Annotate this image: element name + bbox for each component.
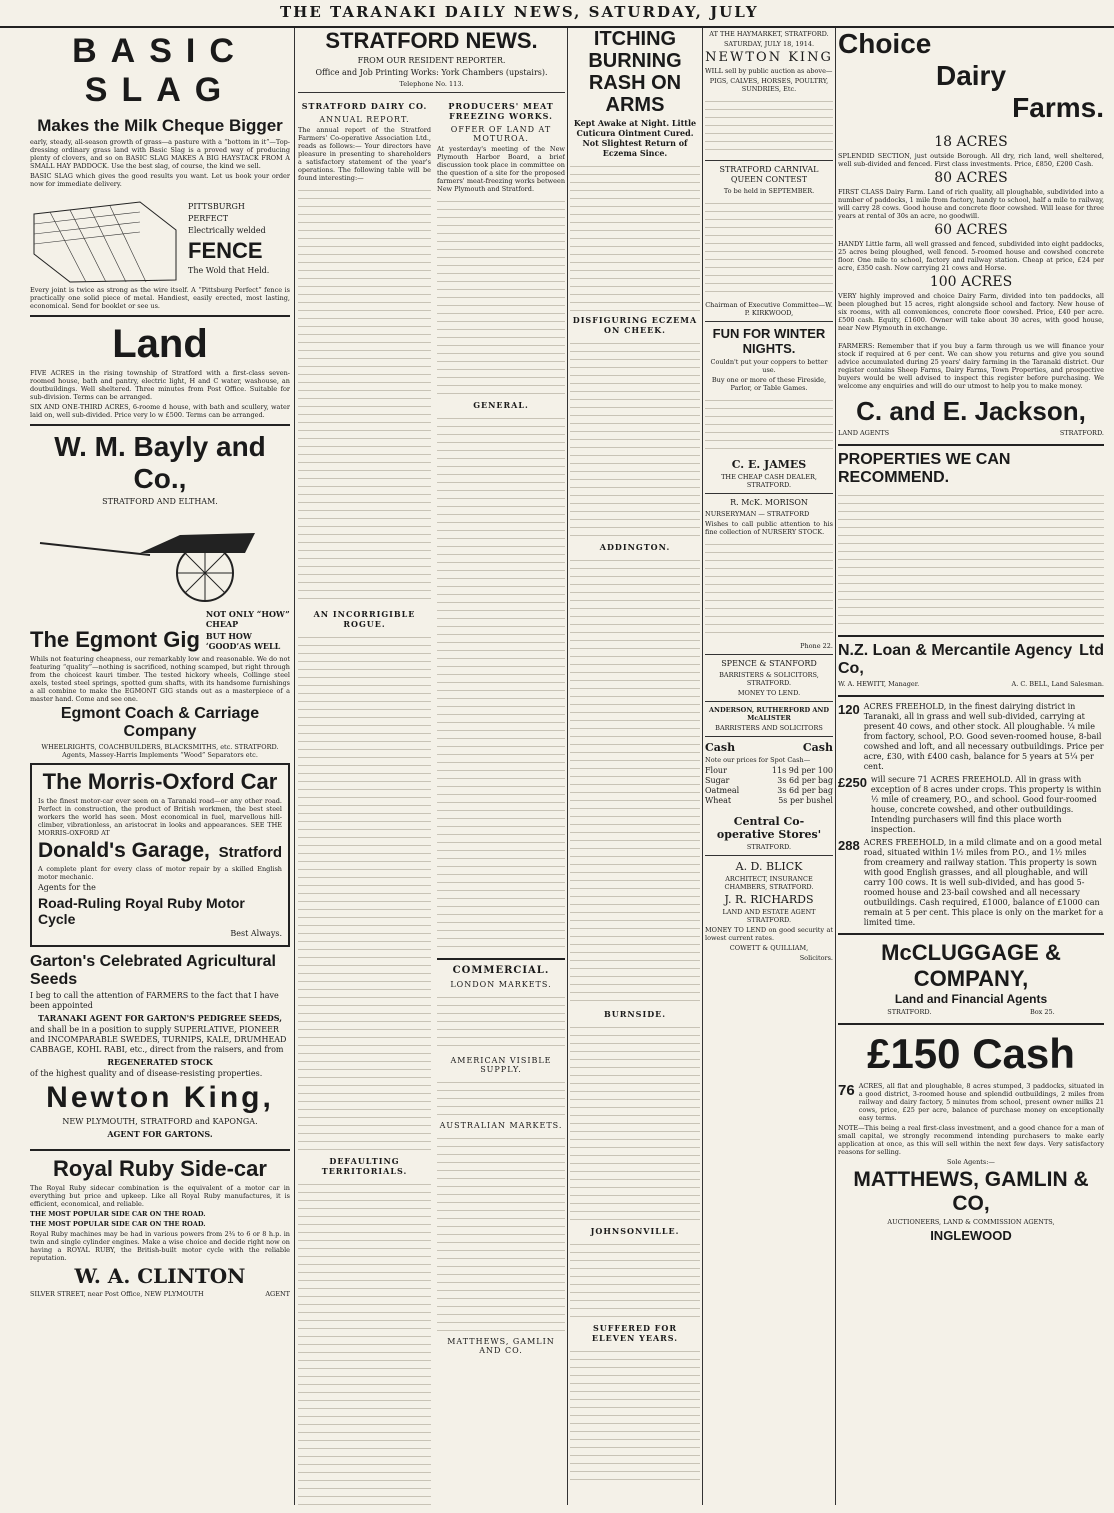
matthews-gamlin-subtitle: AUCTIONEERS, LAND & COMMISSION AGENTS,	[887, 1218, 1055, 1226]
article-body-text	[298, 632, 431, 1152]
central-stores-title: Central Co-operative Stores'	[716, 815, 822, 841]
article-body-text	[570, 1239, 700, 1319]
acres-60-heading: 60 ACRES	[934, 222, 1008, 238]
matthews-gamlin-footer: MATTHEWS, GAMLIN AND CO.	[447, 1337, 555, 1355]
price-250-text: will secure 71 ACRES FREEHOLD. All in grass with exception of 8 acres under crops. This property is within ½ mile of creamery, P.O., and school. Good four-roomed house, concrete cowshed, and other outbuildings. Intending purchasers will find this place worth inspection.	[870, 775, 1102, 834]
stratford-news-subtitle: FROM OUR RESIDENT REPORTER.	[357, 56, 506, 65]
basic-slag-text: early, steady, all-season growth of grass—a pasture with a “bottom in it”—Top-dressing ordinary grass land with Basic Slag is a proved way of producing plenty of clovers, and so on BASIC SLAG MAKES A BIG HAYSTACK FROM A SMALL HAY PADDOCK. Use the best slag, of course, the kind we sell.	[30, 138, 290, 170]
cash-150-title: £150 Cash	[867, 1030, 1075, 1077]
dairy-report-text: The annual report of the Stratford Farmers' Co-operative Association Ltd., reads as follows:— Your directors have pleasure in presenting to shareholders a satisfactory statement of the year's operations. The following table will be found interesting:—	[298, 126, 431, 182]
fence-title: FENCE	[188, 238, 263, 263]
fun-winter-list	[705, 395, 833, 455]
article-body-text	[570, 1346, 700, 1486]
donald-agents-label: Agents for the	[38, 883, 96, 892]
cowett-quilliam: COWETT & QUILLIAM,	[729, 944, 809, 952]
price-row: Oatmeal 3s 6d per bag	[705, 786, 833, 795]
column-rule	[294, 28, 295, 1505]
addington-heading: ADDINGTON.	[599, 542, 671, 552]
cash-text: Note our prices for Spot Cash—	[705, 756, 811, 764]
garton-text-3: of the highest quality and of disease-resisting properties.	[30, 1069, 263, 1078]
freezing-works-heading: PRODUCERS' MEAT FREEZING WORKS.	[448, 101, 554, 121]
column-rule	[567, 28, 568, 1505]
properties-title: PROPERTIES WE CAN RECOMMEND.	[838, 451, 1011, 486]
jackson-land-agents: LAND AGENTS	[838, 429, 890, 437]
clinton-agent: AGENT	[265, 1290, 290, 1298]
donald-garage-title: Donald's Garage,	[38, 839, 210, 862]
acres-288-number: 288	[838, 838, 860, 853]
eczema-heading: DISFIGURING ECZEMA ON CHEEK.	[572, 315, 698, 335]
inglewood-label: INGLEWOOD	[930, 1228, 1012, 1243]
freezing-works-text: At yesterday's meeting of the New Plymouth Harbor Board, a brief discussion took place in committee on the question of a site for the proposed farmers' meat-freezing works between New Plymouth and Stratford.	[437, 145, 565, 193]
garton-title: Garton's Celebrated Agricultural Seeds	[30, 953, 276, 988]
carnival-title: STRATFORD CARNIVAL QUEEN CONTEST	[719, 165, 819, 184]
gig-tagline-1: NOT ONLY “HOW” CHEAP	[205, 609, 290, 629]
newton-king-subtitle: NEW PLYMOUTH, STRATFORD and KAPONGA.	[62, 1117, 258, 1126]
basic-slag-text-2: BASIC SLAG which gives the good results you want. Let us book your order now for immediate delivery.	[30, 172, 290, 188]
article-body-text	[570, 338, 700, 538]
morison-text: Wishes to call public attention to his fine collection of NURSERY STOCK.	[705, 520, 833, 536]
spence-stanford-title: SPENCE & STANFORD	[721, 659, 817, 668]
spence-money: MONEY TO LEND.	[737, 689, 801, 697]
acres-80-text: FIRST CLASS Dairy Farm. Land of rich quality, all ploughable, subdivided into a number of paddocks, 1 mile from factory, handy to school, half a mile to railway, will carry 28 cows. Good house and concrete floor cowshed. Will lease for three years at rental of 30s an acre, no goodwill.	[838, 188, 1104, 220]
acres-80-heading: 80 ACRES	[934, 170, 1008, 186]
american-supply-heading: AMERICAN VISIBLE SUPPLY.	[450, 1056, 552, 1074]
fun-winter-text-2: Buy one or more of these Fireside, Parlor, or Table Games.	[711, 376, 827, 392]
egmont-coach-title: Egmont Coach & Carriage Company	[60, 705, 260, 740]
acres-288-text: ACRES FREEHOLD, in a mild climate and on a good metal road, situated within 1½ miles from P.O., and 1½ miles from creamery and railway station. This property is sown with good English grasses, and all ploughable, and will carry 100 cows. It is well sub-divided, and has good 5-roomed house and 23-bail cowshed and all necessary outbuildings. Cash required, £1000, balance of £1000 can remain at 5 per cent. This place is only on the market for a limited time.	[863, 838, 1104, 927]
egmont-gig-title: The Egmont Gig	[30, 627, 200, 652]
morison-subtitle: NURSERYMAN — STRATFORD	[705, 510, 810, 518]
basic-slag-subtitle: Makes the Milk Cheque Bigger	[37, 116, 283, 135]
bayly-title: W. M. Bayly and Co.,	[54, 431, 266, 494]
morison-title: R. McK. MORISON	[730, 498, 808, 507]
jackson-stratford: STRATFORD.	[1059, 429, 1104, 437]
freezing-works-subheading: OFFER OF LAND AT MOTUROA.	[450, 125, 552, 143]
richards-subtitle: LAND AND ESTATE AGENT STRATFORD.	[722, 908, 816, 924]
annual-report-heading: ANNUAL REPORT.	[319, 115, 410, 124]
donald-best-always: Best Always.	[230, 929, 282, 938]
anderson-title: ANDERSON, RUTHERFORD AND McALISTER	[709, 706, 829, 722]
itching-subtitle: Kept Awake at Night. Little Cuticura Ointment Cured. Not Slightest Return of Eczema Since.	[573, 118, 697, 158]
nz-loan-ltd: Ltd	[1079, 642, 1104, 659]
matthews-gamlin-title: MATTHEWS, GAMLIN & CO,	[853, 1168, 1089, 1215]
fence-line-1: PITTSBURGH	[188, 202, 245, 211]
gig-carriage-icon	[30, 513, 280, 603]
royal-ruby-cycle-title: Road-Ruling Royal Ruby Motor Cycle	[38, 895, 245, 927]
mccluggage-subtitle: Land and Financial Agents	[894, 992, 1048, 1006]
sale-items: PIGS, CALVES, HORSES, POULTRY, SUNDRIES, Etc.	[709, 77, 829, 93]
article-body-text	[437, 992, 565, 1052]
suffered-heading: SUFFERED FOR ELEVEN YEARS.	[591, 1323, 679, 1343]
royal-ruby-line-2: THE MOST POPULAR SIDE CAR ON THE ROAD.	[30, 1220, 206, 1228]
garton-text-1: I beg to call the attention of FARMERS to the fact that I have been appointed	[30, 991, 279, 1010]
land-title: Land	[112, 322, 208, 366]
cash-right: Cash	[802, 741, 833, 754]
column-small-ads	[705, 28, 833, 1505]
morison-stock-list	[705, 539, 833, 639]
article-body-text	[298, 1179, 431, 1505]
clinton-title: W. A. CLINTON	[74, 1264, 246, 1288]
masthead-title: THE TARANAKI DAILY NEWS, SATURDAY, JULY	[280, 3, 759, 21]
acres-18-text: SPLENDID SECTION, just outside Borough. All dry, rich land, well sheltered, well sub-divided and fenced. First class investments. Price, £850, £200 Cash.	[838, 152, 1104, 168]
garton-text-2: and shall be in a position to supply SUPERLATIVE, PIONEER and INCOMPARABLE SWEDES, TURNIPS, KALE, DRUMHEAD CABBAGE, KOHL RABI, etc., direct from the raisers, and from	[30, 1025, 287, 1054]
mccluggage-box: Box 25.	[1029, 1008, 1055, 1016]
acres-120-number: 120	[838, 702, 860, 717]
royal-ruby-text-2: Royal Ruby machines may be had in various powers from 2¾ to 6 or 8 h.p. in twin and single cylinder engines. Make a wise choice and decide right now on having a ROYAL RUBY, the British-built motor cycle with the reliable reputation.	[30, 1230, 290, 1262]
acres-76-number: 76	[838, 1082, 855, 1099]
general-heading: GENERAL.	[473, 400, 529, 410]
price-row: Sugar 3s 6d per bag	[705, 776, 833, 785]
column-advertisements-left	[30, 28, 290, 1505]
carnival-prizes	[705, 198, 833, 298]
anderson-subtitle: BARRISTERS AND SOLICITORS	[715, 724, 823, 732]
column-rule	[702, 28, 703, 1505]
donald-garage-text: A complete plant for every class of motor repair by a skilled English motor mechanic.	[38, 865, 282, 881]
price-250: £250	[838, 775, 867, 790]
article-body-text	[437, 413, 565, 953]
acres-100-text: VERY highly improved and choice Dairy Farm, divided into ten paddocks, all been ploughed but 15 acres, right alongside school and factory. New house of six rooms, with all conveniences, concrete floor cowshed. Price, £40 per acre. £500 cash. Equity, £1600. Owner will take about 30 acres, with good house, near New Plymouth in exchange.	[838, 292, 1104, 332]
money-text: MONEY TO LEND on good security at lowest current rates.	[705, 926, 833, 942]
london-markets-heading: LONDON MARKETS.	[450, 980, 552, 989]
stratford-news-telephone: Telephone No. 113.	[399, 80, 464, 88]
note-text: NOTE—This being a real first-class investment, and a good chance for a man of small capital, we strongly recommend intending purchasers to make early application at once, as this will sell within the next few days. Very satisfactory reasons for selling.	[838, 1124, 1104, 1156]
stratford-news-title: STRATFORD NEWS.	[325, 28, 538, 53]
article-body-text	[570, 555, 700, 1005]
garton-regenerated: REGENERATED STOCK	[107, 1057, 213, 1067]
price-row: Flour 11s 9d per 100	[705, 766, 833, 775]
donald-garage-place: Stratford	[218, 844, 282, 861]
nz-loan-title: N.Z. Loan & Mercantile Agency Co,	[838, 642, 1073, 677]
sale-text: WILL sell by public auction as above—	[705, 67, 833, 75]
sole-agents-label: Sole Agents:—	[947, 1158, 995, 1166]
dairy-word: Dairy	[935, 60, 1007, 91]
jackson-title: C. and E. Jackson,	[856, 396, 1086, 426]
fence-ad	[30, 194, 290, 284]
sale-list	[705, 96, 833, 156]
cash-left: Cash	[705, 741, 736, 754]
morris-oxford-text: Is the finest motor-car ever seen on a Taranaki road—or any other road. Perfect in construction, the product of British workmen, the best steel workers the world has seen. Most economical in fuel, marvellous hill-climber, vibrationless, an aristocrat in looks and appearances. SEE THE MORRIS-OXFORD AT	[38, 797, 282, 837]
properties-list	[838, 490, 1104, 630]
newton-king-sale-title: NEWTON KING	[705, 50, 833, 65]
morison-phone: Phone 22.	[800, 642, 833, 650]
stratford-news-office: Office and Job Printing Works: York Chambers (upstairs).	[315, 68, 548, 77]
territorials-heading: DEFAULTING TERRITORIALS.	[321, 1156, 408, 1176]
central-stores-subtitle: STRATFORD.	[746, 843, 792, 851]
haymarket-heading: AT THE HAYMARKET, STRATFORD.	[709, 30, 829, 38]
royal-ruby-text: The Royal Ruby sidecar combination is the equivalent of a motor car in everything but price and upkeep. Like all Royal Ruby manufactures, it is efficient, economical, and reliable.	[30, 1184, 290, 1208]
choice-word: Choice	[838, 28, 932, 59]
royal-ruby-line-1: THE MOST POPULAR SIDE CAR ON THE ROAD.	[30, 1210, 206, 1218]
nz-loan-salesman: A. C. BELL, Land Salesman.	[1011, 680, 1104, 688]
article-body-text	[437, 196, 565, 396]
morris-oxford-title: The Morris-Oxford Car	[42, 769, 278, 794]
blick-title: A. D. BLICK	[735, 860, 803, 873]
commercial-heading: COMMERCIAL.	[452, 965, 550, 976]
newton-king-agent: AGENT FOR GARTONS.	[107, 1129, 213, 1139]
land-text-1: FIVE ACRES in the rising township of Stratford with a first-class seven-roomed house, bath and pantry, electric light, H and C water, washouse, an doutbuildings. Well sheltered. Three minutes from Post Office. Suitable for sub-division. Terms can be arranged.	[30, 369, 290, 401]
article-body-text	[570, 1022, 700, 1222]
masthead	[0, 0, 1114, 28]
dairy-co-heading: STRATFORD DAIRY CO.	[301, 101, 428, 111]
article-body-text	[570, 161, 700, 311]
gig-tagline-2: BUT HOW ‘GOOD’AS WELL	[205, 631, 281, 651]
fun-winter-title: FUN FOR WINTER NIGHTS.	[712, 326, 826, 356]
itching-title: ITCHING BURNING RASH ON ARMS	[588, 28, 682, 116]
farmers-notice: FARMERS: Remember that if you buy a farm through us we will finance your stock if required at 6 per cent. We can show you returns and give you sound advice accumulated during 25 years' dairy farming in the Taranaki district. Our register contains Sheep Farms, Dairy Farms, Town Properties, and prospective buyers would be well advised to inspect this register before purchasing. We welcome any enquiries and will do our utmost to help you to make money.	[838, 342, 1104, 390]
gig-text: Whils not featuring cheapness, our remarkably low and reasonable. We do not featuring “quality”—nothing is sacrificed, nothing scamped, but right through from the choicest kauri timber. The tested hickory wheels, Collinge steel axels, tested steel springs, spotted gum shafts, with its handsome furnishings a all combine to make the EGMONT GIG stands out as a masterpiece of a master hand. Come and see one.	[30, 655, 290, 703]
article-body-text	[437, 1077, 565, 1117]
james-subtitle: THE CHEAP CASH DEALER, STRATFORD.	[721, 473, 817, 489]
fun-winter-text: Couldn't put your coppers to better use.	[710, 358, 828, 374]
column-rule	[835, 28, 836, 1505]
morris-oxford-ad	[30, 763, 290, 947]
column-dairy-farms	[838, 28, 1104, 1505]
farms-word: Farms.	[1012, 92, 1104, 123]
clinton-address: SILVER STREET, near Post Office, NEW PLYMOUTH	[30, 1290, 204, 1298]
price-row: Wheat 5s per bushel	[705, 796, 833, 805]
mccluggage-stratford: STRATFORD.	[887, 1008, 932, 1016]
sale-date: SATURDAY, JULY 18, 1914.	[723, 40, 815, 48]
solicitors-label: Solicitors.	[799, 954, 833, 962]
james-title: C. E. JAMES	[731, 458, 807, 471]
spence-stanford-subtitle: BARRISTERS & SOLICITORS, STRATFORD.	[719, 671, 819, 687]
fence-tagline: The Wold that Held.	[188, 266, 270, 275]
fence-illustration-icon	[30, 194, 180, 284]
column-stratford-news	[298, 28, 565, 1505]
fence-text: Every joint is twice as strong as the wire itself. A “Pittsburg Perfect” fence is practically one solid piece of metal. Handiest, easily erected, most lasting, economical. Send for booklet or see us.	[30, 286, 290, 310]
rogue-heading: AN INCORRIGIBLE ROGUE.	[313, 609, 416, 629]
mccluggage-title: McCLUGGAGE & COMPANY,	[881, 940, 1061, 991]
carnival-text: To be held in SEPTEMBER.	[723, 187, 815, 195]
acres-76-text: ACRES, all flat and ploughable, 8 acres stumped, 3 paddocks, situated in a good district, 3-roomed house and splendid outbuildings, 2 miles from railway and dairy factory, 5 minutes from school, present owner milks 21 cows, price, £25 per acre, balance of purchase money on exceptionally easy terms.	[858, 1082, 1104, 1122]
news-subcolumn-right	[437, 97, 565, 1505]
news-subcolumn-left	[298, 97, 431, 1505]
column-cuticura-markets	[570, 28, 700, 1505]
article-body-text	[298, 185, 431, 605]
blick-subtitle: ARCHITECT, INSURANCE CHAMBERS, STRATFORD.	[724, 875, 814, 891]
garton-agent: TARANAKI AGENT FOR GARTON'S PEDIGREE SEEDS,	[37, 1013, 283, 1023]
basic-slag-title: BASIC SLAG	[72, 32, 248, 109]
acres-60-text: HANDY Little farm, all well grassed and fenced, subdivided into eight paddocks, 25 acres being ploughed, well fenced. 5-roomed house and cowshed concrete floor. One mile to school, factory and railway station. Cheap at price, £24 per acre, £350 cash. Now carrying 21 cows and Horse.	[838, 240, 1104, 272]
royal-ruby-sidecar-title: Royal Ruby Side-car	[53, 1156, 267, 1181]
acres-120-text: ACRES FREEHOLD, in the finest dairying district in Taranaki, all in grass and well sub-divided, carrying at present 40 cows, and other stock. All ploughable. ¼ mile from factory, school, P.O. Good seven-roomed house, 8-bail cowshed and loft, and all necessary outbuildings. Price per acre, £30, with £400 cash, balance for 5 years at 5¼ per cent.	[863, 702, 1104, 771]
carnival-chairman: Chairman of Executive Committee—W. P. KIRKWOOD,	[705, 301, 833, 317]
newton-king-title: Newton King,	[46, 1081, 274, 1114]
australian-markets-heading: AUSTRALIAN MARKETS.	[439, 1121, 563, 1130]
article-body-text	[437, 1133, 565, 1333]
fence-line-2: PERFECT	[188, 214, 229, 223]
acres-100-heading: 100 ACRES	[929, 274, 1013, 290]
nz-loan-manager: W. A. HEWITT, Manager.	[838, 680, 920, 688]
fence-line-3: Electrically welded	[188, 226, 266, 235]
burnside-heading: BURNSIDE.	[603, 1009, 667, 1019]
johnsonville-heading: JOHNSONVILLE.	[590, 1226, 680, 1236]
bayly-subtitle: STRATFORD AND ELTHAM.	[102, 497, 218, 506]
acres-18-heading: 18 ACRES	[934, 134, 1008, 150]
richards-title: J. R. RICHARDS	[724, 893, 814, 906]
egmont-coach-subtitle: WHEELRIGHTS, COACHBUILDERS, BLACKSMITHS, etc. STRATFORD. Agents, Massey-Harris Implements “Wood” Separators etc.	[41, 743, 279, 759]
land-text-2: SIX AND ONE-THIRD ACRES, 6-roome d house, with bath and scullery, water laid on, well sub-divided. Price very lo w £500. Terms can be arranged.	[30, 403, 290, 419]
